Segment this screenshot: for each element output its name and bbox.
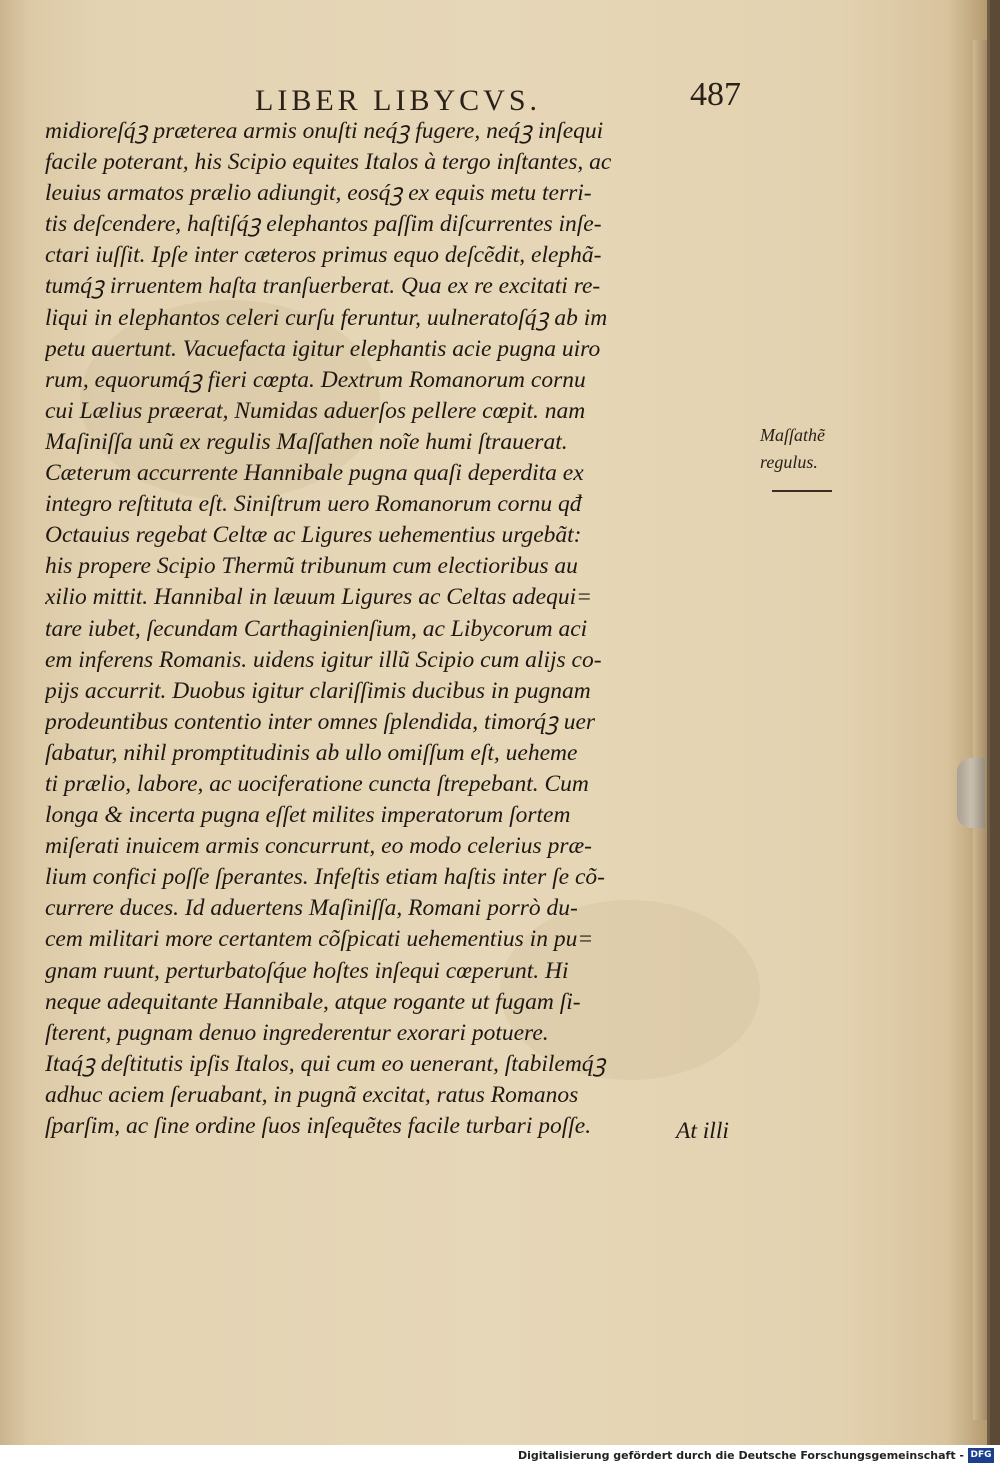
text-line: ſparſim, ac ſine ordine ſuos inſequẽtes facile turbari poſſe. xyxy=(45,1113,592,1139)
catchword: At illi xyxy=(676,1118,729,1144)
marginal-note xyxy=(760,422,860,476)
running-head: LIBER LIBYCVS. xyxy=(255,84,542,117)
text-line: ctari iuſſit. Ipſe inter cæteros primus equo deſcẽdit, elephã- xyxy=(45,242,602,269)
page-edge xyxy=(973,40,987,1420)
marginal-note-line: Maſſathẽ xyxy=(760,425,825,445)
text-line: Octauius regebat Celtæ ac Ligures uehementius urgebãt: xyxy=(45,522,582,549)
text-line: integro reſtituta eſt. Siniſtrum uero Romanorum cornu qđ xyxy=(45,491,582,518)
text-line: tumq́ꝫ irruentem haſta tranſuerberat. Qua ex re excitati re- xyxy=(45,273,601,300)
text-line: lium confici poſſe ſperantes. Infeſtis etiam haſtis inter ſe cõ- xyxy=(45,864,605,891)
text-line: pijs accurrit. Duobus igitur clariſſimis ducibus in pugnam xyxy=(45,677,591,704)
text-line: neque adequitante Hannibale, atque rogante ut fugam ſi- xyxy=(45,988,581,1015)
text-line: cui Lælius præerat, Numidas aduerſos pellere cœpit. nam xyxy=(45,397,586,424)
text-line: gnam ruunt, perturbatoſq́ue hoſtes inſequi cœperunt. Hi xyxy=(45,957,569,984)
text-line: prodeuntibus contentio inter omnes ſplendida, timorq́ꝫ uer xyxy=(45,708,596,735)
text-line: liqui in elephantos celeri curſu feruntur, uulneratoſq́ꝫ ab im xyxy=(45,304,608,331)
page-clip xyxy=(957,758,985,828)
text-line: his propere Scipio Thermũ tribunum cum electioribus au xyxy=(45,553,578,580)
text-line: em inferens Romanis. uidens igitur illũ Scipio cum alijs co- xyxy=(45,646,602,673)
page-number: 487 xyxy=(690,76,741,113)
text-line: tare iubet, ſecundam Carthaginienſium, ac Libycorum aci xyxy=(45,615,588,642)
text-line: ti prælio, labore, ac uociferatione cuncta ſtrepebant. Cum xyxy=(45,770,589,797)
text-line: Itaq́ꝫ deſtitutis ipſis Italos, qui cum eo uenerant, ſtabilemq́ꝫ xyxy=(45,1050,606,1077)
text-line: midioreſq́ꝫ præterea armis onuſti neq́ꝫ fugere, neq́ꝫ inſequi xyxy=(45,118,604,144)
text-line: rum, equorumq́ꝫ fieri cœpta. Dextrum Romanorum cornu xyxy=(45,366,586,393)
text-line: xilio mittit. Hannibal in læuum Ligures ac Celtas adequi= xyxy=(45,584,592,611)
footer-bar xyxy=(0,1445,1000,1468)
footer-credit: Digitalisierung gefördert durch die Deutsche Forschungsgemeinschaft - xyxy=(517,1449,964,1462)
text-line: adhuc aciem ſeruabant, in pugnã excitat, ratus Romanos xyxy=(45,1081,579,1108)
marginal-rule xyxy=(772,490,832,492)
text-line: leuius armatos prælio adiungit, eosq́ꝫ ex equis metu terri- xyxy=(45,180,592,207)
body-text xyxy=(45,116,765,1142)
text-line: Maſiniſſa unũ ex regulis Maſſathen noĩe humi ſtrauerat. xyxy=(45,428,568,455)
marginal-note-line: regulus. xyxy=(760,452,818,472)
text-line: facile poterant, his Scipio equites Italos à tergo inſtantes, ac xyxy=(45,149,612,176)
text-line: cem militari more certantem cõſpicati uehementius in pu= xyxy=(45,926,594,953)
text-line: tis deſcendere, haſtiſq́ꝫ elephantos paſſim diſcurrentes inſe- xyxy=(45,211,602,238)
dfg-logo: DFG xyxy=(968,1448,994,1463)
text-line: currere duces. Id aduertens Maſiniſſa, Romani porrò du- xyxy=(45,895,578,922)
text-line: miſerati inuicem armis concurrunt, eo modo celerius præ- xyxy=(45,833,592,860)
text-line: longa & incerta pugna eſſet milites imperatorum ſortem xyxy=(45,802,571,829)
text-line: petu auertunt. Vacuefacta igitur elephantis acie pugna uiro xyxy=(45,335,601,362)
text-line: ſabatur, nihil promptitudinis ab ullo omiſſum eſt, ueheme xyxy=(45,739,578,766)
text-line: Cæterum accurrente Hannibale pugna quaſi deperdita ex xyxy=(45,460,584,487)
text-line: ſterent, pugnam denuo ingrederentur exorari potuere. xyxy=(45,1019,549,1046)
